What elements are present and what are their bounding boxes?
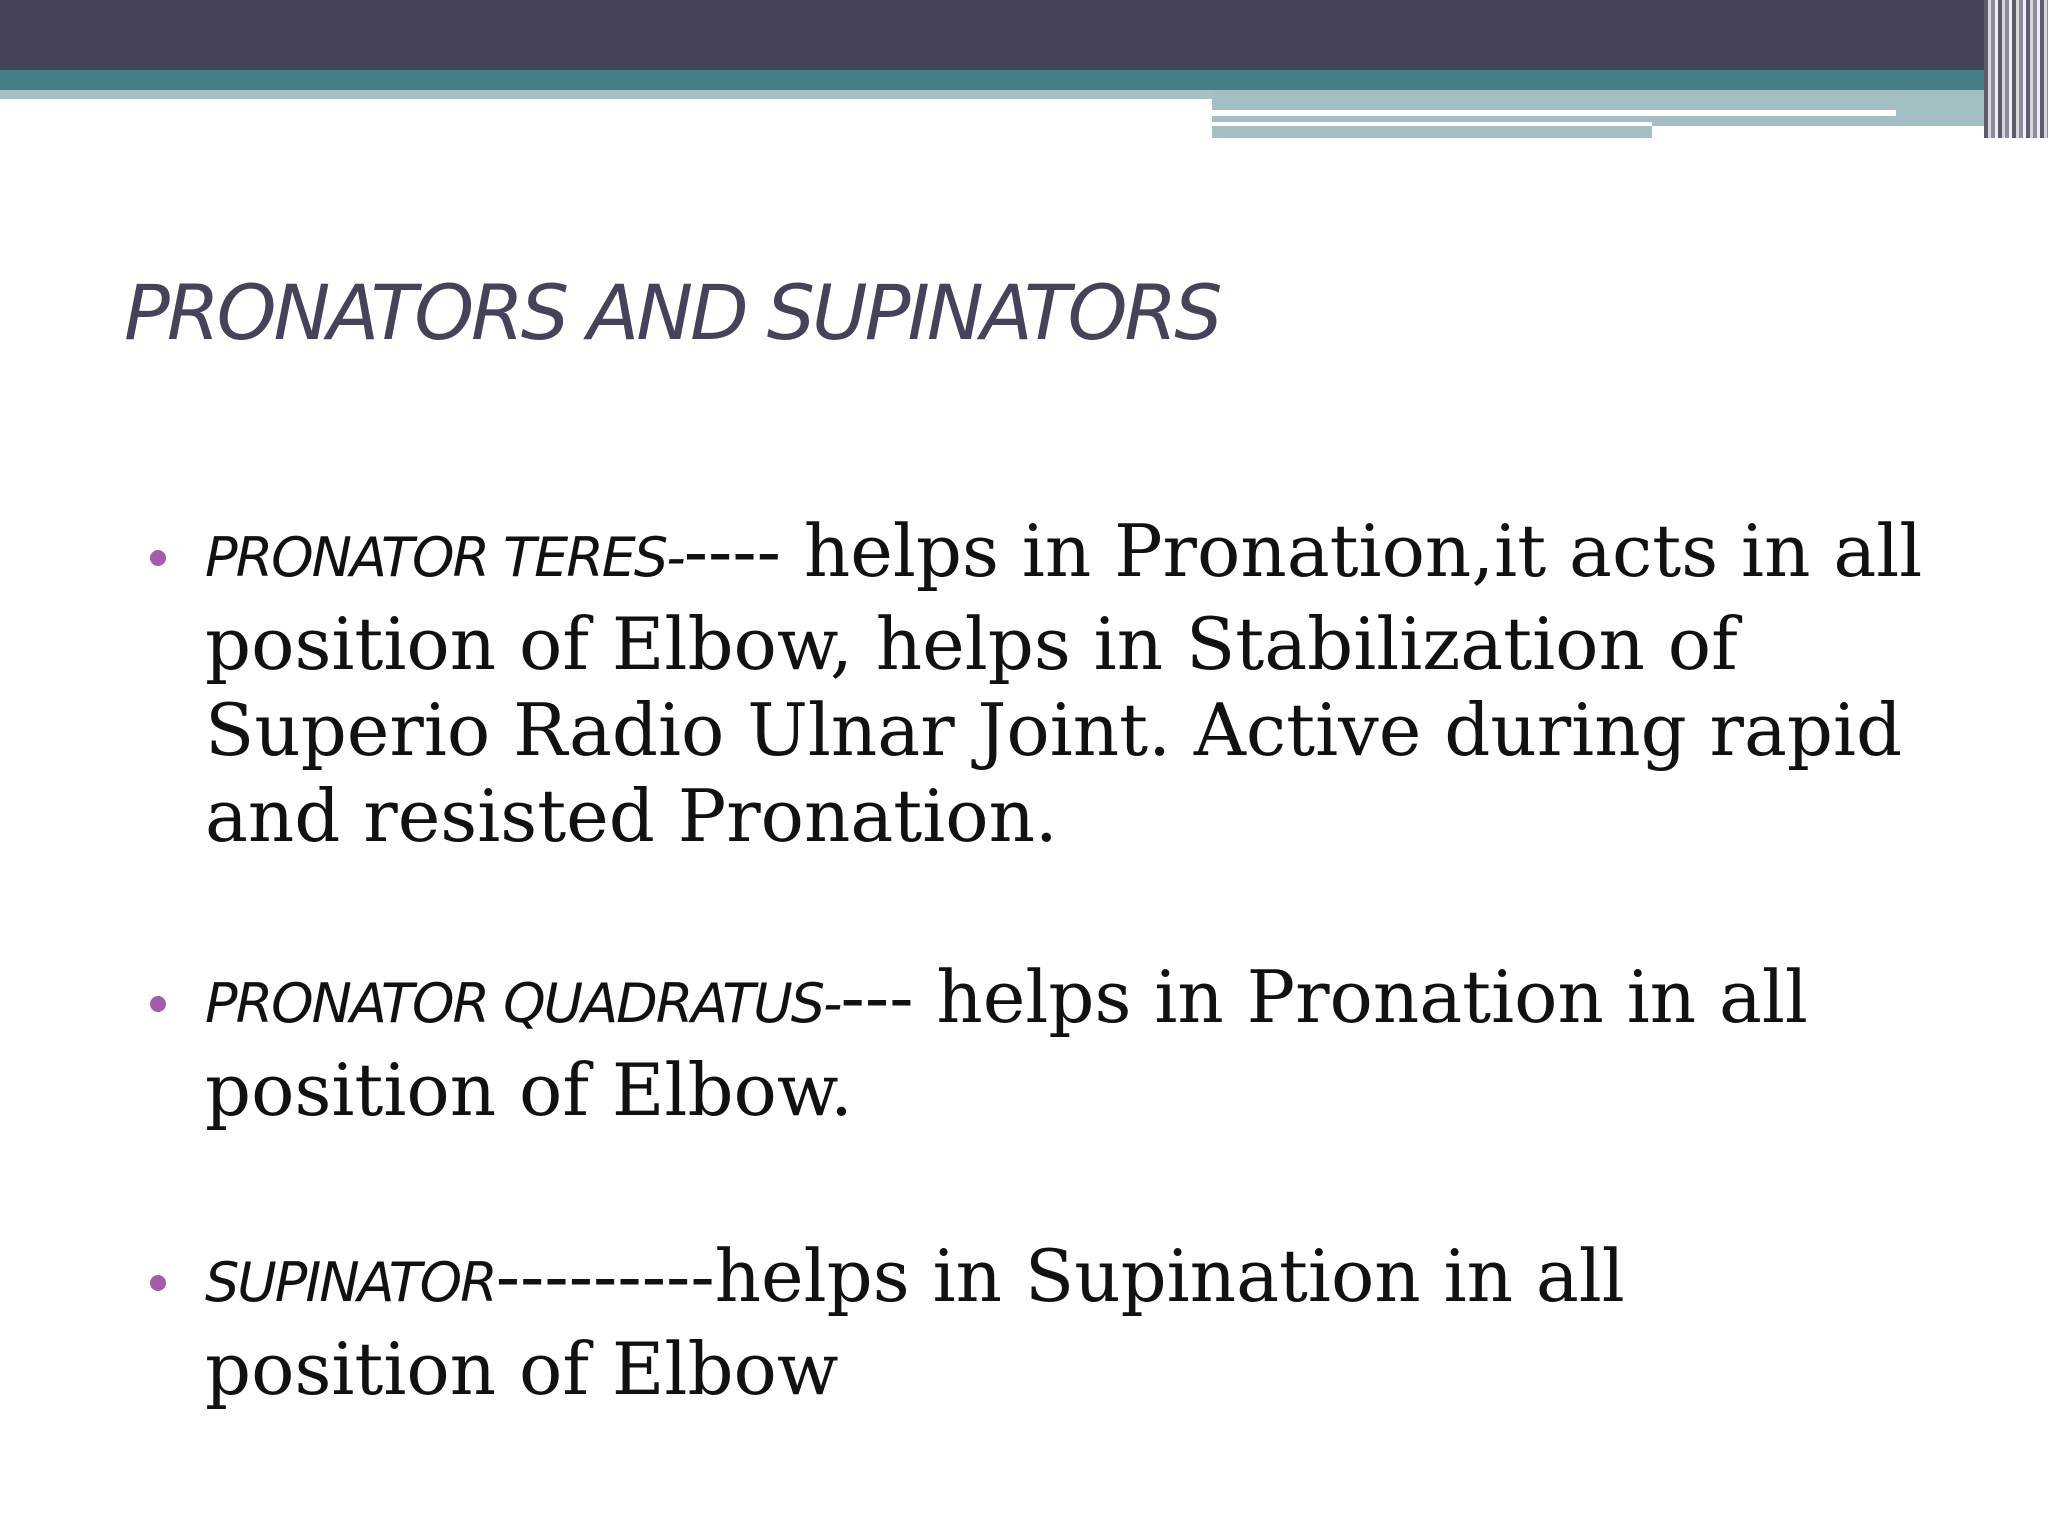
muscle-term: SUPINATOR: [205, 1251, 496, 1314]
bullet-dot-icon: [150, 996, 166, 1012]
header-band-light: [0, 90, 1212, 99]
header-band-dark: [0, 0, 2048, 70]
muscle-description: helps in Supination in all position of Elbow: [205, 1234, 1625, 1411]
dash-separator: ----: [683, 509, 781, 593]
header-band-line: [1212, 110, 1896, 116]
bullet-text: [205, 954, 1925, 1133]
dash-separator: ---: [840, 955, 914, 1039]
muscle-description: helps in Pronation in all position of Elbow.: [205, 955, 1808, 1132]
muscle-term: PRONATOR TERES-: [205, 526, 684, 589]
muscle-term: PRONATOR QUADRATUS-: [205, 972, 841, 1035]
header-band-line-2: [1212, 122, 1652, 126]
header-edge-stripes: [1984, 0, 2048, 138]
bullet-dot-icon: [150, 1275, 166, 1291]
bullet-text: [205, 508, 1925, 859]
bullet-dot-icon: [150, 550, 166, 566]
dash-separator: ---------: [495, 1234, 715, 1318]
header-band-teal: [0, 70, 2048, 90]
slide-title: PRONATORS AND SUPINATORS: [124, 268, 1220, 357]
bullet-text: [205, 1233, 1925, 1412]
muscle-description: helps in Pronation,it acts in all position of Elbow, helps in Stabilization of Superio Radio Ulnar Joint. Active during rapid and resisted Pronation.: [205, 509, 1923, 858]
